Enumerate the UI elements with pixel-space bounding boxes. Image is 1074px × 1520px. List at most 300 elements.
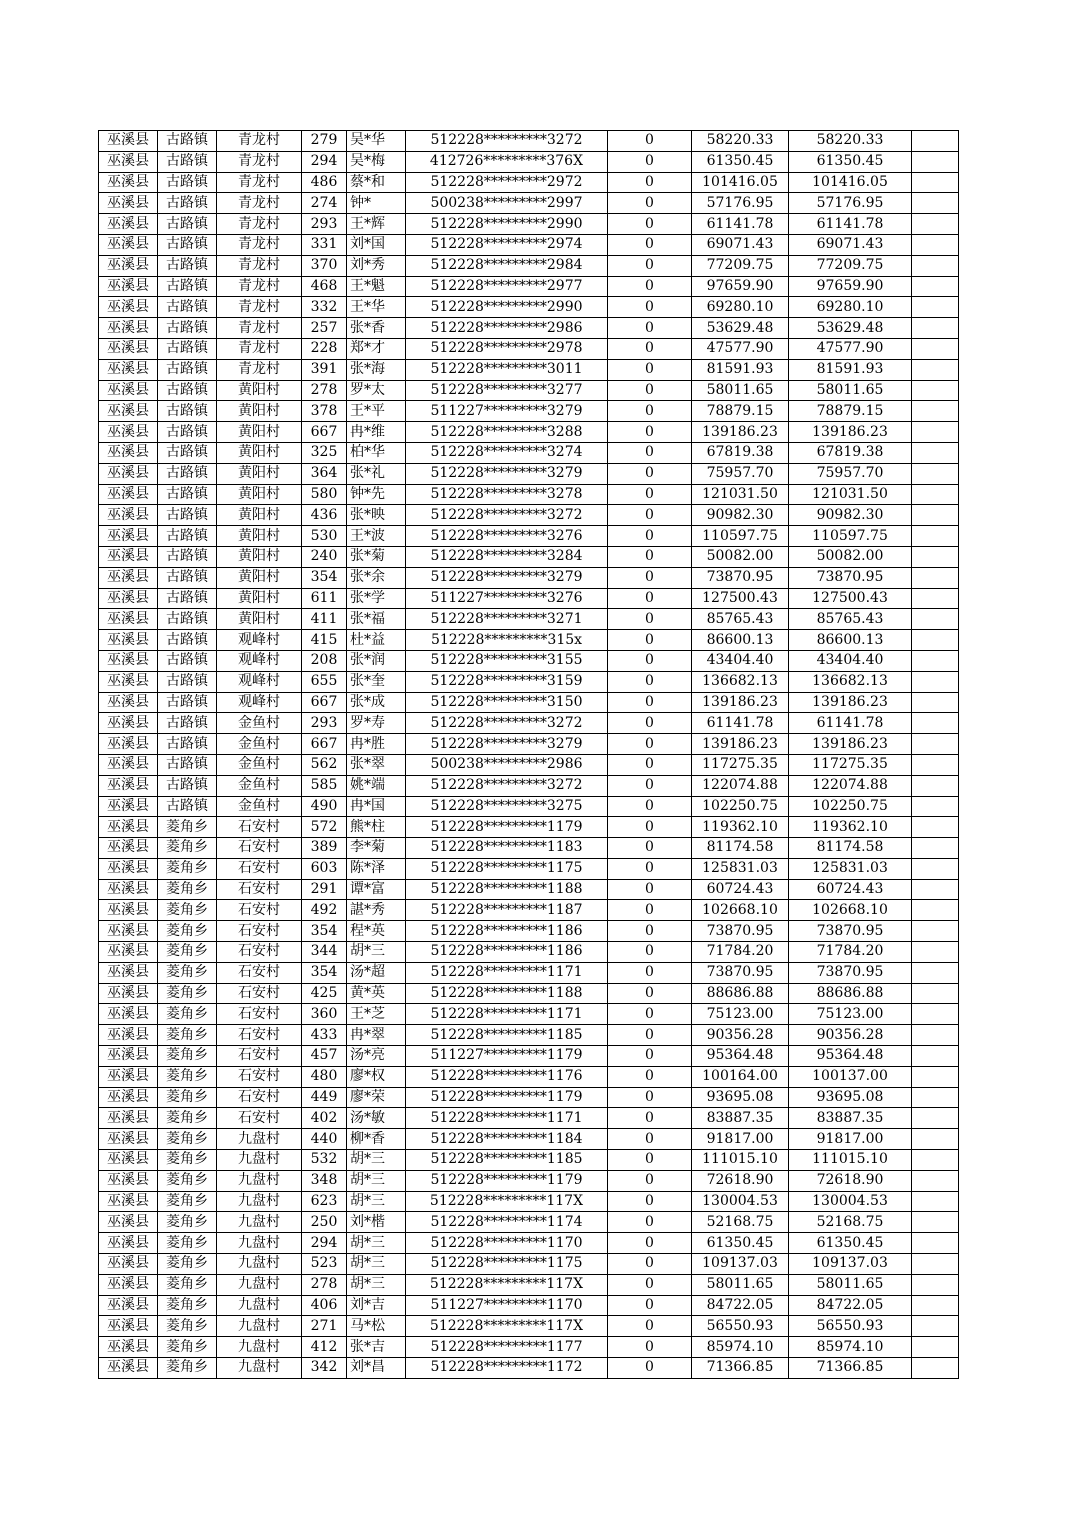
count-cell: 389 [302,838,347,859]
id-number-cell: 512228*********2990 [406,214,608,235]
amount-cell: 88686.88 [692,983,789,1004]
zero-cell: 0 [608,921,692,942]
village-cell: 青龙村 [217,214,302,235]
table-row [99,734,959,755]
count-cell: 623 [302,1191,347,1212]
town-cell: 古路镇 [158,151,217,172]
amount-total-cell: 110597.75 [789,526,912,547]
amount-total-cell: 61350.45 [789,1233,912,1254]
name-cell: 钟* [347,193,406,214]
id-number-cell: 512228*********117X [406,1274,608,1295]
name-cell: 杜*益 [347,630,406,651]
village-cell: 青龙村 [217,172,302,193]
town-cell: 古路镇 [158,422,217,443]
village-cell: 观峰村 [217,630,302,651]
county-cell: 巫溪县 [99,1129,158,1150]
town-cell: 菱角乡 [158,1108,217,1129]
amount-total-cell: 81591.93 [789,359,912,380]
county-cell: 巫溪县 [99,713,158,734]
count-cell: 344 [302,942,347,963]
blank-cell [912,1129,959,1150]
id-number-cell: 512228*********1177 [406,1337,608,1358]
amount-total-cell: 86600.13 [789,630,912,651]
id-number-cell: 512228*********3279 [406,567,608,588]
village-cell: 黄阳村 [217,401,302,422]
village-cell: 黄阳村 [217,505,302,526]
amount-cell: 61350.45 [692,1233,789,1254]
amount-total-cell: 61141.78 [789,713,912,734]
blank-cell [912,671,959,692]
blank-cell [912,214,959,235]
blank-cell [912,609,959,630]
county-cell: 巫溪县 [99,1212,158,1233]
blank-cell [912,1108,959,1129]
amount-total-cell: 61350.45 [789,151,912,172]
amount-total-cell: 71366.85 [789,1358,912,1379]
town-cell: 古路镇 [158,692,217,713]
zero-cell: 0 [608,1316,692,1337]
county-cell: 巫溪县 [99,1046,158,1067]
zero-cell: 0 [608,1150,692,1171]
name-cell: 胡*三 [347,1233,406,1254]
id-number-cell: 512228*********3272 [406,505,608,526]
name-cell: 刘*国 [347,234,406,255]
id-number-cell: 511227*********3279 [406,401,608,422]
zero-cell: 0 [608,505,692,526]
zero-cell: 0 [608,879,692,900]
town-cell: 菱角乡 [158,1129,217,1150]
blank-cell [912,234,959,255]
table-row [99,1233,959,1254]
table-row [99,297,959,318]
county-cell: 巫溪县 [99,234,158,255]
village-cell: 九盘村 [217,1254,302,1275]
name-cell: 冉*维 [347,422,406,443]
zero-cell: 0 [608,193,692,214]
table-row [99,1274,959,1295]
blank-cell [912,942,959,963]
town-cell: 古路镇 [158,297,217,318]
town-cell: 古路镇 [158,172,217,193]
name-cell: 罗*太 [347,380,406,401]
amount-cell: 97659.90 [692,276,789,297]
amount-cell: 58220.33 [692,131,789,152]
zero-cell: 0 [608,276,692,297]
village-cell: 青龙村 [217,318,302,339]
count-cell: 271 [302,1316,347,1337]
amount-total-cell: 73870.95 [789,921,912,942]
zero-cell: 0 [608,131,692,152]
id-number-cell: 512228*********3272 [406,131,608,152]
table-row [99,463,959,484]
blank-cell [912,131,959,152]
blank-cell [912,526,959,547]
id-number-cell: 512228*********3288 [406,422,608,443]
zero-cell: 0 [608,463,692,484]
county-cell: 巫溪县 [99,962,158,983]
table-row [99,255,959,276]
county-cell: 巫溪县 [99,1254,158,1275]
town-cell: 古路镇 [158,255,217,276]
amount-total-cell: 101416.05 [789,172,912,193]
id-number-cell: 512228*********3276 [406,526,608,547]
name-cell: 刘*秀 [347,255,406,276]
town-cell: 菱角乡 [158,962,217,983]
amount-cell: 90982.30 [692,505,789,526]
zero-cell: 0 [608,234,692,255]
amount-total-cell: 111015.10 [789,1150,912,1171]
amount-cell: 139186.23 [692,734,789,755]
town-cell: 菱角乡 [158,900,217,921]
blank-cell [912,754,959,775]
table-row [99,796,959,817]
amount-cell: 109137.03 [692,1254,789,1275]
town-cell: 菱角乡 [158,1046,217,1067]
zero-cell: 0 [608,422,692,443]
zero-cell: 0 [608,1274,692,1295]
name-cell: 吴*华 [347,131,406,152]
town-cell: 菱角乡 [158,1358,217,1379]
amount-cell: 57176.95 [692,193,789,214]
id-number-cell: 512228*********3271 [406,609,608,630]
count-cell: 457 [302,1046,347,1067]
count-cell: 279 [302,131,347,152]
amount-cell: 100164.00 [692,1066,789,1087]
village-cell: 黄阳村 [217,442,302,463]
town-cell: 古路镇 [158,484,217,505]
amount-cell: 58011.65 [692,1274,789,1295]
zero-cell: 0 [608,172,692,193]
county-cell: 巫溪县 [99,193,158,214]
blank-cell [912,422,959,443]
zero-cell: 0 [608,1358,692,1379]
table-row [99,151,959,172]
town-cell: 古路镇 [158,567,217,588]
table-row [99,838,959,859]
table-row [99,1295,959,1316]
zero-cell: 0 [608,962,692,983]
count-cell: 440 [302,1129,347,1150]
town-cell: 菱角乡 [158,1274,217,1295]
amount-total-cell: 85765.43 [789,609,912,630]
village-cell: 石安村 [217,858,302,879]
name-cell: 廖*权 [347,1066,406,1087]
count-cell: 530 [302,526,347,547]
blank-cell [912,338,959,359]
town-cell: 菱角乡 [158,1087,217,1108]
amount-cell: 81174.58 [692,838,789,859]
id-number-cell: 512228*********3277 [406,380,608,401]
name-cell: 汤*超 [347,962,406,983]
county-cell: 巫溪县 [99,775,158,796]
amount-total-cell: 122074.88 [789,775,912,796]
amount-cell: 61141.78 [692,214,789,235]
village-cell: 石安村 [217,921,302,942]
county-cell: 巫溪县 [99,588,158,609]
county-cell: 巫溪县 [99,526,158,547]
village-cell: 金鱼村 [217,734,302,755]
table-row [99,338,959,359]
zero-cell: 0 [608,442,692,463]
count-cell: 523 [302,1254,347,1275]
town-cell: 古路镇 [158,131,217,152]
zero-cell: 0 [608,214,692,235]
count-cell: 411 [302,609,347,630]
name-cell: 张*海 [347,359,406,380]
id-number-cell: 512228*********3159 [406,671,608,692]
amount-total-cell: 91817.00 [789,1129,912,1150]
id-number-cell: 512228*********3278 [406,484,608,505]
village-cell: 石安村 [217,1087,302,1108]
village-cell: 观峰村 [217,650,302,671]
zero-cell: 0 [608,1025,692,1046]
amount-cell: 71366.85 [692,1358,789,1379]
count-cell: 294 [302,1233,347,1254]
data-table [98,130,959,1379]
blank-cell [912,151,959,172]
town-cell: 古路镇 [158,713,217,734]
town-cell: 菱角乡 [158,1254,217,1275]
amount-cell: 72618.90 [692,1170,789,1191]
id-number-cell: 512228*********2984 [406,255,608,276]
table-row [99,1212,959,1233]
zero-cell: 0 [608,380,692,401]
count-cell: 354 [302,962,347,983]
amount-total-cell: 139186.23 [789,734,912,755]
name-cell: 胡*三 [347,1274,406,1295]
amount-cell: 60724.43 [692,879,789,900]
count-cell: 378 [302,401,347,422]
name-cell: 张*成 [347,692,406,713]
table-row [99,900,959,921]
count-cell: 486 [302,172,347,193]
table-row [99,1108,959,1129]
table-row [99,942,959,963]
town-cell: 古路镇 [158,338,217,359]
zero-cell: 0 [608,151,692,172]
amount-cell: 119362.10 [692,817,789,838]
table-body [99,131,959,1379]
amount-total-cell: 71784.20 [789,942,912,963]
town-cell: 菱角乡 [158,1316,217,1337]
village-cell: 黄阳村 [217,380,302,401]
town-cell: 菱角乡 [158,1025,217,1046]
id-number-cell: 512228*********1186 [406,942,608,963]
zero-cell: 0 [608,1233,692,1254]
amount-total-cell: 119362.10 [789,817,912,838]
village-cell: 石安村 [217,1066,302,1087]
count-cell: 257 [302,318,347,339]
amount-total-cell: 77209.75 [789,255,912,276]
zero-cell: 0 [608,401,692,422]
amount-total-cell: 72618.90 [789,1170,912,1191]
zero-cell: 0 [608,858,692,879]
county-cell: 巫溪县 [99,380,158,401]
blank-cell [912,734,959,755]
amount-total-cell: 58011.65 [789,380,912,401]
table-row [99,1337,959,1358]
blank-cell [912,484,959,505]
blank-cell [912,1025,959,1046]
village-cell: 石安村 [217,1046,302,1067]
id-number-cell: 512228*********3284 [406,546,608,567]
table-row [99,214,959,235]
table-row [99,879,959,900]
county-cell: 巫溪县 [99,650,158,671]
amount-cell: 73870.95 [692,567,789,588]
blank-cell [912,858,959,879]
town-cell: 古路镇 [158,214,217,235]
zero-cell: 0 [608,650,692,671]
amount-total-cell: 130004.53 [789,1191,912,1212]
name-cell: 罗*寿 [347,713,406,734]
id-number-cell: 500238*********2997 [406,193,608,214]
name-cell: 王*平 [347,401,406,422]
amount-cell: 86600.13 [692,630,789,651]
amount-total-cell: 78879.15 [789,401,912,422]
town-cell: 古路镇 [158,505,217,526]
town-cell: 古路镇 [158,193,217,214]
count-cell: 406 [302,1295,347,1316]
blank-cell [912,1212,959,1233]
town-cell: 古路镇 [158,276,217,297]
id-number-cell: 512228*********1185 [406,1025,608,1046]
amount-cell: 47577.90 [692,338,789,359]
amount-cell: 136682.13 [692,671,789,692]
county-cell: 巫溪县 [99,1358,158,1379]
name-cell: 程*英 [347,921,406,942]
amount-cell: 85974.10 [692,1337,789,1358]
name-cell: 諶*秀 [347,900,406,921]
id-number-cell: 512228*********1188 [406,879,608,900]
zero-cell: 0 [608,713,692,734]
county-cell: 巫溪县 [99,1004,158,1025]
blank-cell [912,796,959,817]
id-number-cell: 512228*********2978 [406,338,608,359]
county-cell: 巫溪县 [99,1191,158,1212]
county-cell: 巫溪县 [99,921,158,942]
zero-cell: 0 [608,900,692,921]
county-cell: 巫溪县 [99,1170,158,1191]
id-number-cell: 512228*********315x [406,630,608,651]
amount-cell: 50082.00 [692,546,789,567]
id-number-cell: 512228*********1176 [406,1066,608,1087]
county-cell: 巫溪县 [99,442,158,463]
amount-total-cell: 75957.70 [789,463,912,484]
amount-total-cell: 75123.00 [789,1004,912,1025]
name-cell: 刘*吉 [347,1295,406,1316]
amount-total-cell: 67819.38 [789,442,912,463]
amount-cell: 130004.53 [692,1191,789,1212]
count-cell: 342 [302,1358,347,1379]
county-cell: 巫溪县 [99,567,158,588]
id-number-cell: 512228*********2990 [406,297,608,318]
zero-cell: 0 [608,1046,692,1067]
table-row [99,630,959,651]
zero-cell: 0 [608,775,692,796]
amount-total-cell: 139186.23 [789,692,912,713]
village-cell: 石安村 [217,942,302,963]
name-cell: 张*香 [347,318,406,339]
id-number-cell: 512228*********1185 [406,1150,608,1171]
town-cell: 古路镇 [158,775,217,796]
name-cell: 冉*翠 [347,1025,406,1046]
zero-cell: 0 [608,1212,692,1233]
blank-cell [912,1233,959,1254]
name-cell: 张*福 [347,609,406,630]
amount-cell: 77209.75 [692,255,789,276]
id-number-cell: 512228*********3279 [406,463,608,484]
amount-cell: 139186.23 [692,422,789,443]
id-number-cell: 511227*********1170 [406,1295,608,1316]
table-row [99,1150,959,1171]
amount-total-cell: 60724.43 [789,879,912,900]
name-cell: 冉*胜 [347,734,406,755]
name-cell: 胡*三 [347,1170,406,1191]
town-cell: 菱角乡 [158,858,217,879]
town-cell: 古路镇 [158,754,217,775]
name-cell: 姚*端 [347,775,406,796]
blank-cell [912,318,959,339]
town-cell: 菱角乡 [158,1170,217,1191]
village-cell: 观峰村 [217,692,302,713]
county-cell: 巫溪县 [99,983,158,1004]
village-cell: 石安村 [217,879,302,900]
zero-cell: 0 [608,942,692,963]
blank-cell [912,1170,959,1191]
blank-cell [912,630,959,651]
id-number-cell: 512228*********1183 [406,838,608,859]
amount-cell: 43404.40 [692,650,789,671]
town-cell: 古路镇 [158,734,217,755]
table-row [99,484,959,505]
county-cell: 巫溪县 [99,796,158,817]
village-cell: 青龙村 [217,255,302,276]
zero-cell: 0 [608,1170,692,1191]
zero-cell: 0 [608,546,692,567]
blank-cell [912,380,959,401]
blank-cell [912,879,959,900]
town-cell: 古路镇 [158,609,217,630]
village-cell: 石安村 [217,817,302,838]
table-row [99,1004,959,1025]
blank-cell [912,1316,959,1337]
blank-cell [912,172,959,193]
amount-cell: 71784.20 [692,942,789,963]
blank-cell [912,276,959,297]
table-row [99,422,959,443]
count-cell: 364 [302,463,347,484]
count-cell: 331 [302,234,347,255]
town-cell: 菱角乡 [158,879,217,900]
village-cell: 黄阳村 [217,484,302,505]
zero-cell: 0 [608,630,692,651]
name-cell: 王*辉 [347,214,406,235]
blank-cell [912,255,959,276]
zero-cell: 0 [608,526,692,547]
table-row [99,1170,959,1191]
amount-cell: 102250.75 [692,796,789,817]
village-cell: 九盘村 [217,1316,302,1337]
town-cell: 菱角乡 [158,1004,217,1025]
amount-cell: 69280.10 [692,297,789,318]
id-number-cell: 512228*********1187 [406,900,608,921]
blank-cell [912,297,959,318]
zero-cell: 0 [608,1295,692,1316]
count-cell: 278 [302,380,347,401]
name-cell: 张*余 [347,567,406,588]
zero-cell: 0 [608,338,692,359]
